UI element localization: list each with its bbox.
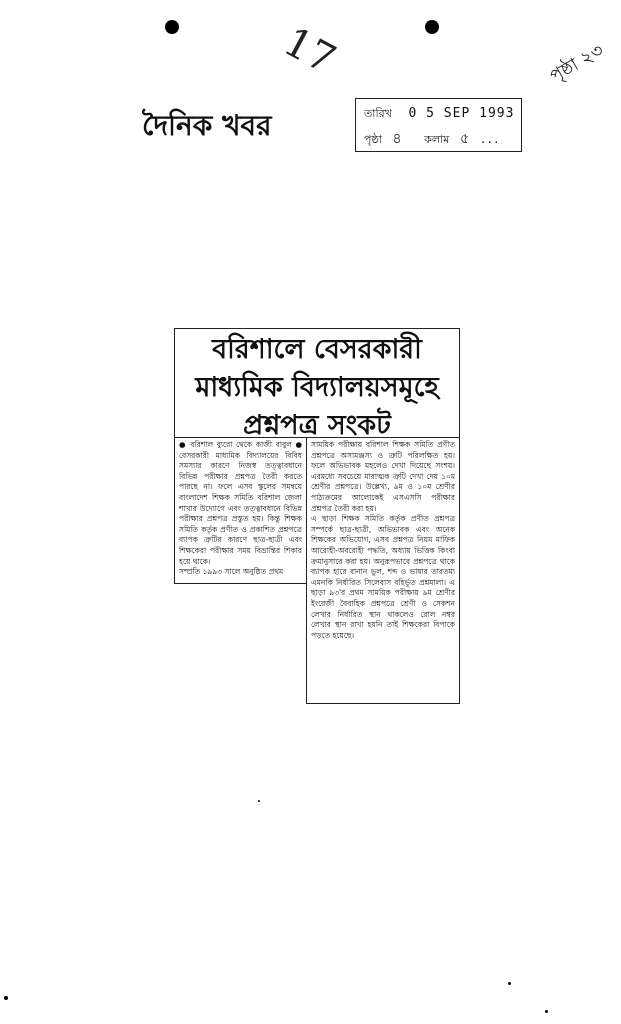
punch-hole-right: [425, 20, 439, 34]
stamp-date-row: [364, 105, 514, 124]
stamp-page-value: ৪: [392, 131, 402, 147]
headline-line-2: মাধ্যমিক বিদ্যালয়সমূহে: [195, 372, 439, 403]
stamp-date-label: তারিখ: [364, 107, 392, 120]
stamp-page-label: পৃষ্ঠা: [364, 133, 382, 146]
article-headline-box: [174, 328, 460, 441]
headline-line-3: প্রশ্নপত্র সংকট: [243, 410, 391, 441]
column-1-paragraph-1: ● বরিশাল ব্যুরো থেকে কাজী বাবুল ● বেসরকারী মাধ্যমিক বিদ্যালয়ের বিবিধ সমস্যার কারণে নিজস্ব তত্ত্বাবধানে বিভিন্ন পরীক্ষার প্রশ্নপত্র তৈরী করতে পারছে না। ফলে এসব স্কুলের সমন্বয়ে বাংলাদেশ শিক্ষক সমিতি বরিশাল জেলা শাখার উদ্যোগে এবং তত্ত্বাবধানে বিভিন্ন পরীক্ষার প্রশ্নপত্র প্রস্তুত হয়। কিন্তু শিক্ষক সমিতি কর্তৃক প্রণীত ও প্রকাশিত প্রশ্নপত্রে ব্যাপক ত্রুটির কারণে ছাত্র-ছাত্রী এবং শিক্ষকেরা পরীক্ষার সময় বিভ্রান্তির শিকার হয়ে থাকে।: [179, 440, 302, 566]
scan-speck: [545, 1010, 548, 1013]
column-2-paragraph-2: এ ছাড়া শিক্ষক সমিতি কর্তৃক প্রণীত প্রশ্নপত্র সম্পর্কে ছাত্র-ছাত্রী, অভিভাবক এবং অনেক শিক্ষকের অভিযোগ, এসব প্রশ্নপত্র নিয়ম মাফিক আরোহী-অবরোহী পদ্ধতি, অধ্যায় ভিত্তিক কিংবা ক্রমানুসারে করা হয়। অনুরূপভাবে প্রশ্নপত্রে থাকে ব্যাপক হারে বানান ভুল, শব্দ ও ভাষার তারতম্য এমনকি নির্ধারিত সিলেবাস বহির্ভূত প্রশ্নমালা। এ ছাড়া ৯৩'র প্রথম সাময়িক পরীক্ষায় ৯ম শ্রেণীর ইংরেজী বৈবাহিক প্রশ্নপত্রে শ্রেণী ও সেকশন লেখার নির্ধারিত স্থান থাকলেও রোল নম্বর লেখার স্থান রাখা হয়নি তাই শিক্ষকেরা বিপাকে পড়তে হয়েছে।: [311, 514, 455, 640]
date-stamp: [355, 98, 522, 152]
stamp-page-row: [364, 127, 500, 151]
headline-line-1: বরিশালে বেসরকারী: [212, 334, 422, 365]
scan-speck: [508, 982, 511, 985]
stamp-column-value: ৫: [460, 131, 470, 147]
scan-speck: [4, 996, 8, 1000]
stamp-column-label: কলাম: [424, 133, 450, 146]
scan-speck: [258, 800, 260, 802]
article-column-2: [306, 438, 460, 704]
newspaper-name: দৈনিক খবর: [142, 109, 272, 142]
stamp-date: 0 5 SEP 1993: [408, 106, 515, 121]
punch-hole-left: [165, 20, 179, 34]
handwritten-corner-note: পৃষ্ঠা ২৩: [546, 39, 608, 88]
stamp-dots: ...: [479, 133, 500, 146]
column-1-paragraph-2: সম্প্রতি ১৯৯৩ সালে অনুষ্ঠিত প্রথম: [179, 567, 284, 577]
handwritten-number: 17: [276, 18, 343, 84]
column-2-paragraph-1: সাময়িক পরীক্ষায় বরিশাল শিক্ষক সমিতি প্রণীত প্রশ্নপত্রে অসামঞ্জস্য ও ত্রুটি পরিলক্ষিত হয়। ফলে অভিভাবক মহলেও দেখা দিয়েছে সংশয়। এরমধ্যে সবচেয়ে মারাত্মক ত্রুটি দেখা দেয় ১০ম শ্রেণীর প্রশ্নপত্রে। উল্লেখ্য, ৯ম ও ১০ম শ্রেণীর পাঠ্যক্রমের আলোকেই এসএসসি পরীক্ষার প্রশ্নপত্র তৈরী করা হয়।: [311, 440, 455, 513]
article-column-1: [174, 438, 306, 584]
